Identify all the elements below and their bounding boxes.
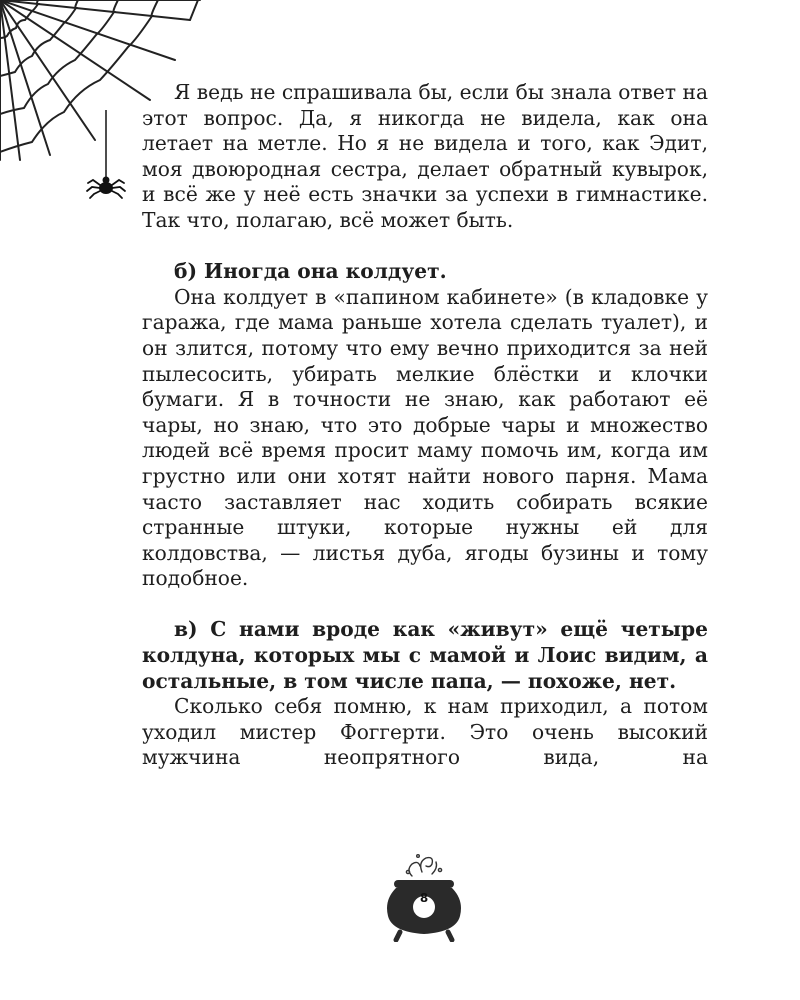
paragraph: Она колдует в «папином кабинете» (в кладовке у гаража, где мама раньше хотела сделать туалет), и он злится, потому что ему вечно приходится за ней пылесосить, убирать мелкие блёстки и клочки бумаги. Я в точности не знаю, как работают её чары, но знаю, что это добрые чары и множество людей всё время просит маму помочь им, когда им грустно или они хотят найти нового парня. Мама часто заставляет нас ходить собирать всякие странные штуки, которые нужны ей для колдовства, — листья дуба, ягоды бузины и тому подобное.	[142, 284, 708, 591]
text-body	[142, 80, 708, 771]
section-heading: б) Иногда она колдует.	[174, 259, 447, 284]
paragraph: Я ведь не спрашивала бы, если бы знала ответ на этот вопрос. Да, я никогда не видела, как она летает на метле. Но я не видела и того, как Эдит, моя двоюродная сестра, делает обратный кувырок, и всё же у неё есть значки за успехи в гимнастике. Так что, полагаю, всё может быть.	[142, 80, 708, 232]
spider-icon	[87, 177, 125, 199]
page-number: 8	[419, 891, 429, 905]
section-heading: в) С нами вроде как «живут» ещё четыре колдуна, которых мы с мамой и Лоис видим, а остальные, в том числе папа, — похоже, нет.	[142, 617, 708, 693]
paragraph: Сколько себя помню, к нам приходил, а потом уходил мистер Фоггерти. Это очень высокий мужчина неопрятного вида, на	[142, 694, 708, 770]
